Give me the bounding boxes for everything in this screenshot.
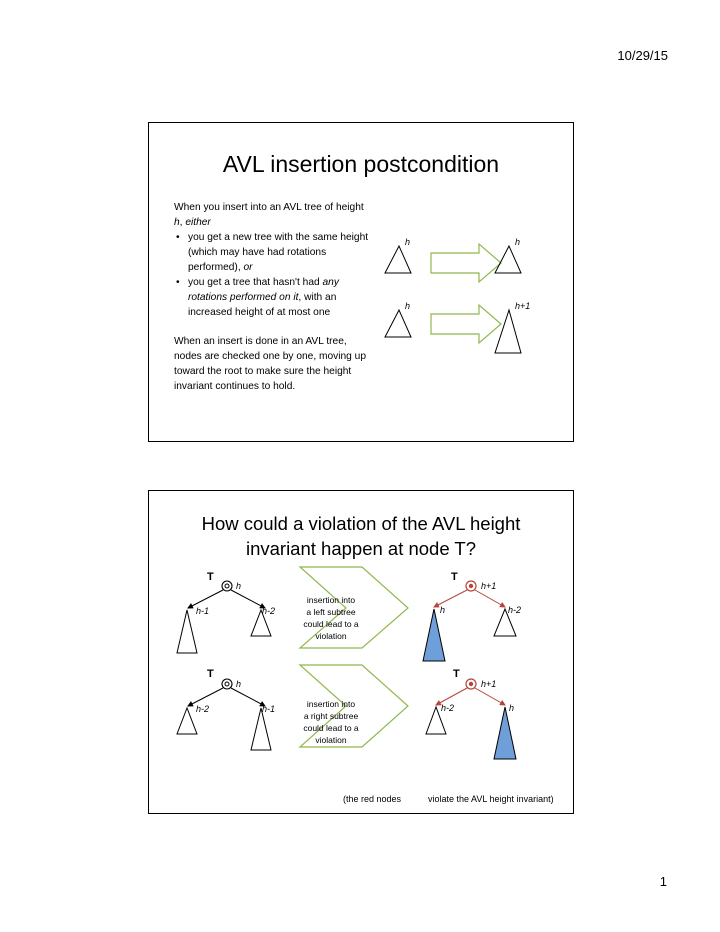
row2-left-triangle	[385, 310, 411, 337]
row2-arrow	[431, 305, 501, 343]
slide-avl-insertion-postcondition	[148, 122, 574, 442]
row1-left-triangle	[385, 246, 411, 273]
case2-result-right-edge	[475, 688, 505, 705]
case1-result-left-edge	[434, 590, 467, 607]
case2-result-left-label: h-2	[441, 703, 455, 713]
bullet1-text: you get a new tree with the same height (which may have had rotations performed),	[188, 232, 369, 273]
slide1-title: AVL insertion postcondition	[222, 151, 500, 177]
case2-right-edge	[231, 688, 265, 706]
case1-arrow-line3: could lead to a	[303, 619, 359, 629]
case2-left-subtree	[177, 708, 197, 734]
case2-root-node-inner	[225, 682, 229, 686]
case1-left-label: h-1	[196, 606, 210, 616]
bullet1-or: or	[243, 262, 253, 273]
case1-root-node	[222, 581, 232, 591]
bullet2-rest: , with an increased height of at most one	[188, 292, 337, 318]
intro-either: either	[185, 217, 211, 228]
case1-result-red-node-inner	[469, 584, 473, 588]
intro-height-var: h	[174, 217, 180, 228]
case2-result-red-node-inner	[469, 682, 473, 686]
case1-result-left-label: h	[440, 605, 446, 615]
case1-right-edge	[231, 590, 265, 608]
case1-result-right-edge	[475, 590, 505, 607]
slide2-title-line1: How could a violation of the AVL height	[201, 513, 521, 534]
row1-right-height-label: h	[515, 237, 521, 247]
slide-avl-violation	[148, 490, 574, 814]
row2-right-triangle	[495, 310, 521, 353]
row1-right-triangle	[495, 246, 521, 273]
row2-right-height-label: h+1	[515, 301, 531, 311]
case2-root-node	[222, 679, 232, 689]
slide1-paragraph2: When an insert is done in an AVL tree, nodes are checked one by one, moving up toward the root to make sure the height invariant continues to hold.	[174, 336, 366, 392]
case1-result-height-label: h+1	[481, 581, 497, 591]
case2-arrow-line3: could lead to a	[303, 723, 359, 733]
case2-right-subtree	[251, 708, 271, 750]
case2-right-label: h-1	[262, 704, 276, 714]
case1-root-label: T	[207, 571, 214, 583]
bullet2-text: you get a tree that hasn't had	[188, 277, 323, 288]
intro-comma: ,	[179, 217, 186, 228]
case1-arrow-line4: violation	[315, 631, 347, 641]
case2-left-label: h-2	[196, 704, 210, 714]
caption-part2: violate the AVL height invariant)	[428, 794, 554, 804]
case2-arrow-line1: insertion into	[306, 699, 356, 709]
case2-result-right-label: h	[509, 703, 515, 713]
case2-arrow-line4: violation	[315, 735, 347, 745]
caption-part1: (the red nodes	[343, 794, 402, 804]
case2-root-label: T	[207, 668, 214, 680]
intro-text: When you insert into an AVL tree of height	[174, 202, 364, 213]
case1-result-left-subtree-blue	[423, 609, 445, 661]
case2-result-root-label: T	[453, 668, 460, 680]
case2-result-height-label: h+1	[481, 679, 497, 689]
case1-result-right-label: h-2	[508, 605, 522, 615]
page-number: 1	[659, 874, 667, 889]
case2-result-right-subtree-blue	[494, 707, 516, 759]
case1-arrow-line1: insertion into	[306, 595, 356, 605]
slide2-title-line2: invariant happen at node T?	[245, 538, 477, 559]
row2-left-height-label: h	[405, 301, 411, 311]
case1-root-node-inner	[225, 584, 229, 588]
page-date: 10/29/15	[617, 48, 668, 63]
row1-left-height-label: h	[405, 237, 411, 247]
case1-arrow-line2: a left subtree	[306, 607, 356, 617]
tree-height-diagram	[149, 123, 573, 441]
case2-height-label: h	[236, 679, 242, 689]
case1-result-root-label: T	[451, 571, 458, 583]
case1-right-label: h-2	[262, 606, 276, 616]
violation-diagram	[149, 491, 573, 791]
case1-left-subtree	[177, 610, 197, 653]
row1-arrow	[431, 244, 501, 282]
case2-arrow-line2: a right subtree	[303, 711, 359, 721]
case1-height-label: h	[236, 581, 242, 591]
bullet2-emphasis: any rotations performed on it	[188, 277, 339, 303]
